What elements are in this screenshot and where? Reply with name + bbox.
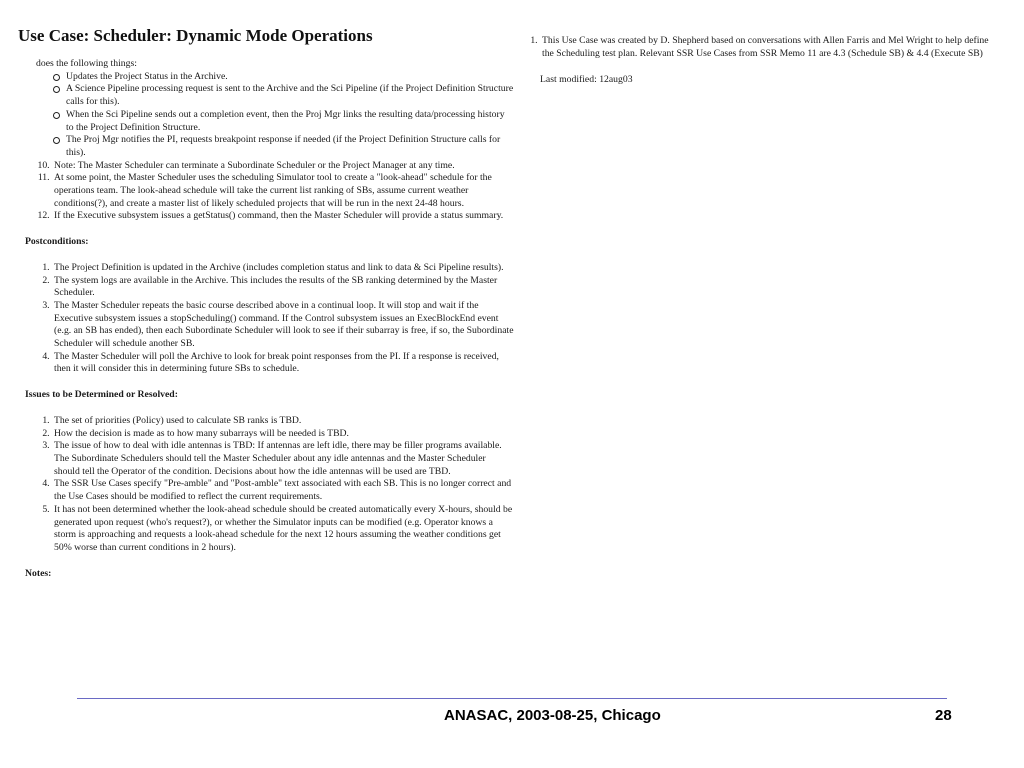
main-flow-item: 12. If the Executive subsystem issues a getStatus() command, then the Master Scheduler will provide a status summary. bbox=[52, 210, 514, 223]
issues-list bbox=[18, 415, 514, 555]
page-number: 28 bbox=[935, 707, 952, 724]
sub-item: When the Sci Pipeline sends out a completion event, then the Proj Mgr links the resulting data/processing history to the Project Definition Structure. bbox=[66, 109, 514, 134]
postcondition-item: 1. The Project Definition is updated in the Archive (includes completion status and link to data & Sci Pipeline results). bbox=[52, 262, 514, 275]
footer-divider bbox=[77, 698, 947, 699]
main-flow-item: 11. At some point, the Master Scheduler uses the scheduling Simulator tool to create a "look-ahead" schedule for the operations team. The look-ahead schedule will take the current list ranking of SBs, assume current weather conditions(?), and create a master list of likely scheduled projects that will be run in the next 24-48 hours. bbox=[52, 172, 514, 210]
footer-event-label: ANASAC, 2003-08-25, Chicago bbox=[444, 707, 661, 724]
main-flow-item: 10. Note: The Master Scheduler can terminate a Subordinate Scheduler or the Project Manager at any time. bbox=[52, 160, 514, 173]
postcondition-item: 2. The system logs are available in the Archive. This includes the results of the SB ranking determined by the Master Scheduler. bbox=[52, 275, 514, 300]
notes-heading: Notes: bbox=[25, 567, 52, 579]
continuation-text: does the following things: bbox=[36, 58, 137, 69]
sub-item-list bbox=[18, 71, 514, 160]
side-note-item: 1. This Use Case was created by D. Shepherd based on conversations with Allen Farris and Mel Wright to help define the Scheduling test plan. Relevant SSR Use Cases from SSR Memo 11 are 4.3 (Schedule SB) & 4.4 (Execute SB) bbox=[540, 35, 992, 60]
issue-item: 1. The set of priorities (Policy) used to calculate SB ranks is TBD. bbox=[52, 415, 514, 428]
side-notes-list bbox=[522, 35, 992, 60]
issue-item: 4. The SSR Use Cases specify "Pre-amble" and "Post-amble" text associated with each SB. This is no longer correct and the Use Cases should be modified to reflect the current requirements. bbox=[52, 478, 514, 503]
postconditions-heading: Postconditions: bbox=[25, 236, 89, 248]
sub-item: A Science Pipeline processing request is sent to the Archive and the Sci Pipeline (if the Project Definition Structure calls for this). bbox=[66, 83, 514, 108]
sub-item: Updates the Project Status in the Archive. bbox=[66, 71, 514, 84]
main-column bbox=[18, 58, 514, 593]
sub-item: The Proj Mgr notifies the PI, requests breakpoint response if needed (if the Project Definition Structure calls for this). bbox=[66, 134, 514, 159]
side-notes-column bbox=[522, 35, 992, 87]
issue-item: 5. It has not been determined whether the look-ahead schedule should be created automatically every X-hours, should be generated upon request (who's request?), or whether the Simulator inputs can be modified (e.g. Operator knows a storm is approaching and requests a look-ahead schedule for the next 12 hours assuming the weather conditions get 50% worse than current conditions in 2 hours). bbox=[52, 504, 514, 555]
issue-item: 2. How the decision is made as to how many subarrays will be needed is TBD. bbox=[52, 428, 514, 441]
page-title: Use Case: Scheduler: Dynamic Mode Operations bbox=[18, 26, 373, 45]
postcondition-item: 3. The Master Scheduler repeats the basic course described above in a continual loop. It will stop and wait if the Executive subsystem issues a stopScheduling() command. If the Control subsystem issues an ExecBlockEnd event (e.g. an SB has ended), then each Subordinate Scheduler will look to see if their subarray is free, if so, the Subordinate Scheduler will schedule another SB. bbox=[52, 300, 514, 351]
main-flow-list bbox=[18, 160, 514, 224]
issues-heading: Issues to be Determined or Resolved: bbox=[25, 389, 178, 401]
postconditions-list bbox=[18, 262, 514, 376]
last-modified-text: Last modified: 12aug03 bbox=[540, 74, 633, 86]
issue-item: 3. The issue of how to deal with idle antennas is TBD: If antennas are left idle, there may be filler programs available. The Subordinate Schedulers should tell the Master Scheduler about any idle antennas and the Master Scheduler should tell the Operator of the condition. Decisions about how the idle antennas will be used are TBD. bbox=[52, 440, 514, 478]
postcondition-item: 4. The Master Scheduler will poll the Archive to look for break point responses from the PI. If a response is received, then it will consider this in determining future SBs to schedule. bbox=[52, 351, 514, 376]
